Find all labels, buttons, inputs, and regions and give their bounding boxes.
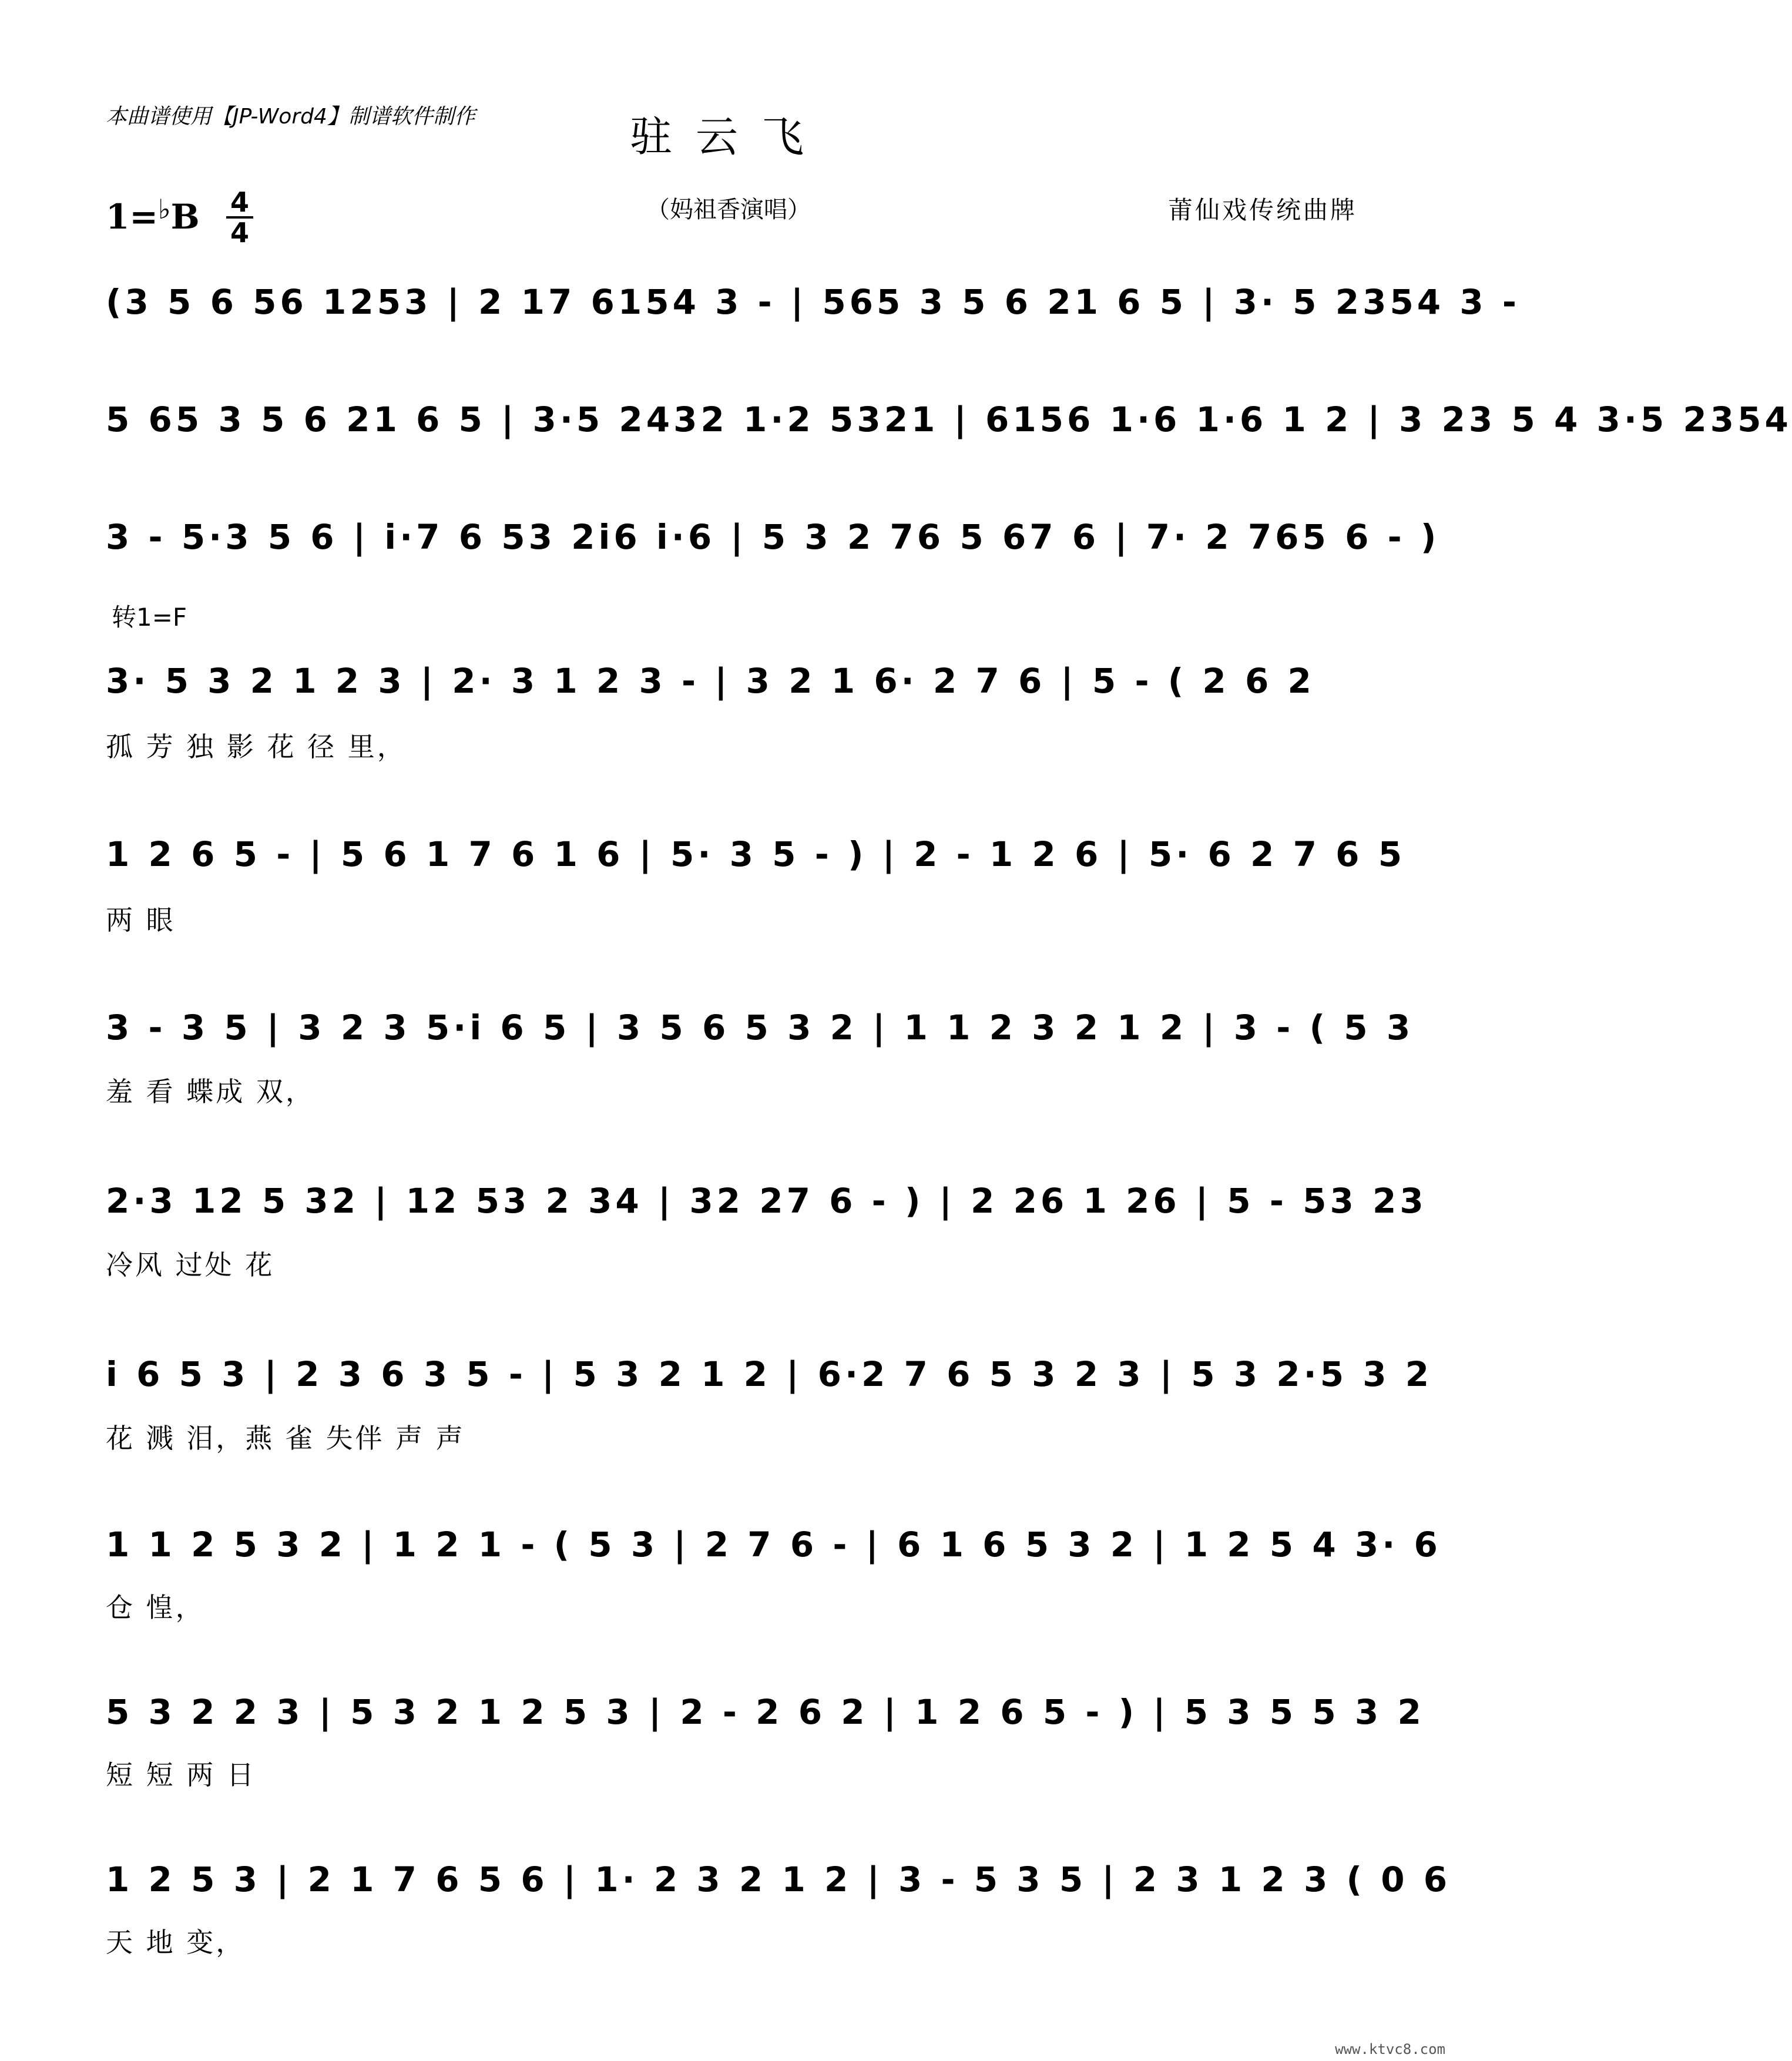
notation: 1 1 2 5 3 2 | 1 2 1 - ( 5 3 | 2 7 6 - | 6 1 6 5 3 2 | 1 2 5 4 3· 6 [106, 1525, 1441, 1565]
meter-top: 4 [230, 186, 249, 218]
lyrics-line: 天 地 变， [106, 1926, 246, 1958]
score-line [106, 1859, 1451, 1948]
key-change: 转1=F [112, 603, 187, 632]
key-note: B [170, 197, 200, 237]
tune-source: 莆仙戏传统曲牌 [1167, 196, 1357, 224]
notation: 3 - 3 5 | 3 2 3 5·i 6 5 | 3 5 6 5 3 2 | 1 1 2 3 2 1 2 | 3 - ( 5 3 [106, 1008, 1414, 1048]
notation: (3 5 6 56 1253 | 2 17 6154 3 - | 565 3 5 6 21 6 5 | 3· 5 2354 3 - [106, 282, 1520, 322]
lyrics-line: 短 短 两 日 [106, 1759, 256, 1791]
notation: 5 3 2 2 3 | 5 3 2 1 2 5 3 | 2 - 2 6 2 | 1 2 6 5 - ) | 5 3 5 5 3 2 [106, 1692, 1425, 1732]
score-line [106, 1181, 1427, 1269]
key-signature [106, 193, 200, 237]
notation: 3 - 5·3 5 6 | i·7 6 53 2i6 i·6 | 5 3 2 76 5 67 6 | 7· 2 765 6 - ) [106, 517, 1440, 557]
notation: 1 2 6 5 - | 5 6 1 7 6 1 6 | 5· 3 5 - ) | 2 - 1 2 6 | 5· 6 2 7 6 5 [106, 834, 1406, 874]
flat-symbol: ♭ [157, 193, 171, 225]
notation: 1 2 5 3 | 2 1 7 6 5 6 | 1· 2 3 2 1 2 | 3 - 5 3 5 | 2 3 1 2 3 ( 0 6 [106, 1859, 1451, 1899]
score-line [106, 400, 1792, 488]
key-prefix: 1= [106, 197, 158, 237]
lyrics-line: 孤 芳 独 影 花 径 里， [106, 731, 407, 763]
lyrics-line: 两 眼 [106, 904, 176, 936]
lyrics-line: 羞 看 蝶成 双， [106, 1076, 315, 1107]
score-line [106, 282, 1520, 370]
lyrics-line: 冷风 过处 花 [106, 1249, 275, 1281]
meter-bottom: 4 [230, 217, 249, 249]
notation: 5 65 3 5 6 21 6 5 | 3·5 2432 1·2 5321 | 6156 1·6 1·6 1 2 | 3 23 5 4 3·5 2354 [106, 400, 1792, 439]
notation: 3· 5 3 2 1 2 3 | 2· 3 1 2 3 - | 3 2 1 6· 2 7 6 | 5 - ( 2 6 2 [106, 661, 1315, 701]
notation: 2·3 12 5 32 | 12 53 2 34 | 32 27 6 - ) | 2 26 1 26 | 5 - 53 23 [106, 1181, 1427, 1221]
score-line [106, 834, 1406, 922]
notation: i 6 5 3 | 2 3 6 3 5 - | 5 3 2 1 2 | 6·2 7 6 5 3 2 3 | 5 3 2·5 3 2 [106, 1354, 1433, 1394]
score-line [106, 1692, 1425, 1780]
score-line [106, 517, 1440, 605]
time-signature [226, 186, 253, 249]
software-credit: 本曲谱使用【JP-Word4】制谱软件制作 [106, 105, 475, 129]
lyrics-line: 花 溅 泪，燕 雀 失伴 声 声 [106, 1422, 465, 1454]
performer-subtitle: （妈祖香演唱） [646, 196, 811, 223]
score-line [106, 1525, 1441, 1613]
song-title: 驻云飞 [629, 112, 827, 162]
watermark: www.ktvc8.com [1335, 2041, 1445, 2057]
lyrics-line: 仓 惶， [106, 1592, 205, 1623]
